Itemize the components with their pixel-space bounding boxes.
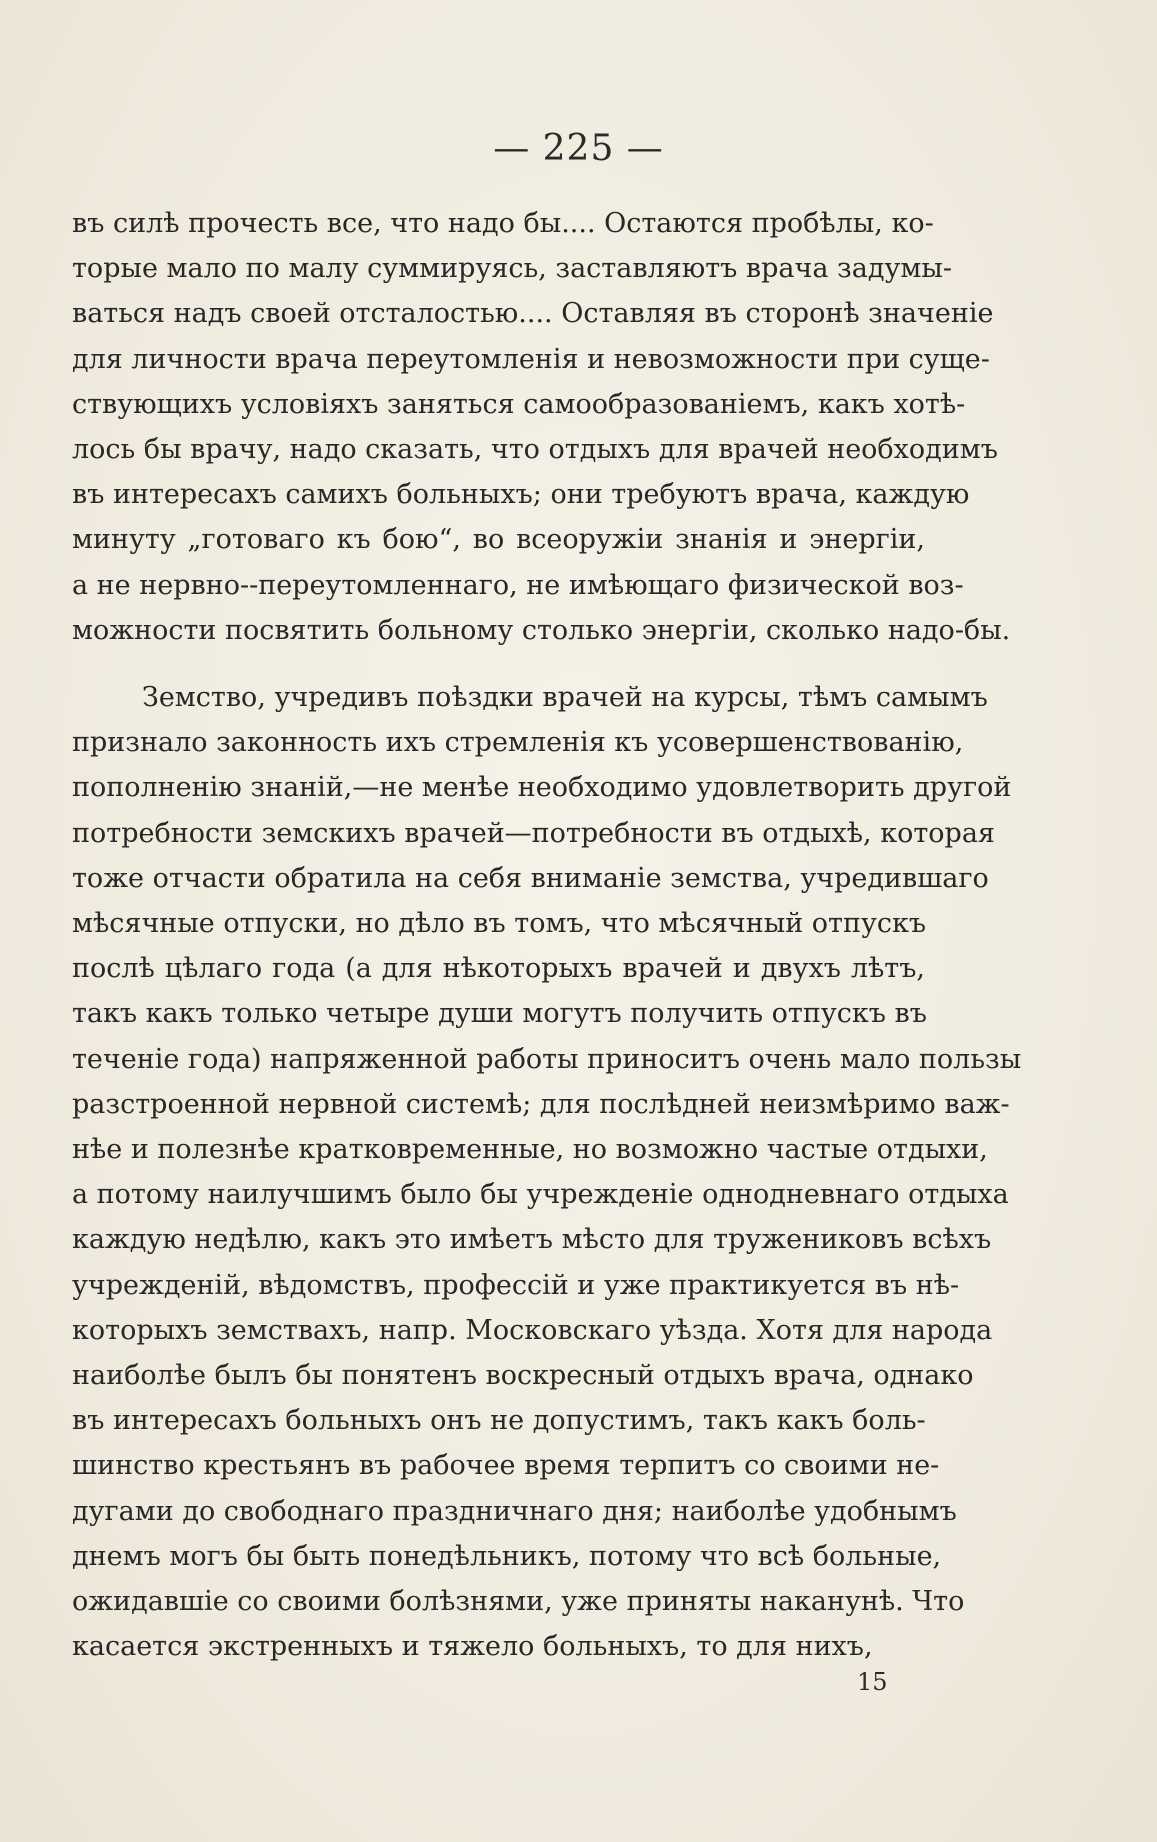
text-line: въ интересахъ больныхъ онъ не допустимъ, такъ какъ боль- [72,1405,926,1437]
text-line: ожидавшіе со своими болѣзнями, уже приняты наканунѣ. Что [72,1586,965,1617]
text-line: въ силѣ прочесть все, что надо бы.... Остаются пробѣлы, ко- [72,208,934,239]
text-line: послѣ цѣлаго года (а для нѣкоторыхъ врачей и двухъ лѣтъ, [72,953,925,985]
page-number: — 225 — [493,128,664,169]
text-line: лось бы врачу, надо сказать, что отдыхъ для врачей необходимъ [72,434,998,465]
text-line: пополненію знаній,—не менѣе необходимо удовлетворить другой [72,772,1012,804]
text-line: а потому наилучшимъ было бы учрежденіе однодневнаго отдыха [72,1179,1009,1211]
text-line: шинство крестьянъ въ рабочее время терпитъ со своими не- [72,1450,940,1482]
text-line: каждую недѣлю, какъ это имѣетъ мѣсто для тружениковъ всѣхъ [72,1224,992,1256]
text-line: тоже отчасти обратила на себя вниманіе земства, учредившаго [72,862,989,894]
text-line: наиболѣе былъ бы понятенъ воскресный отдыхъ врача, однако [72,1360,974,1391]
text-line: въ интересахъ самихъ больныхъ; они требуютъ врача, каждую [72,479,970,511]
text-line: ваться надъ своей отсталостью.... Оставляя въ сторонѣ значеніе [72,298,994,330]
text-line: ствующихъ условіяхъ заняться самообразованіемъ, какъ хотѣ- [72,388,966,420]
text-line: разстроенной нервной системѣ; для послѣдней неизмѣримо важ- [72,1088,1010,1120]
text-line: касается экстренныхъ и тяжело больныхъ, то для нихъ, [72,1631,873,1663]
text-line: можности посвятить больному столько энергіи, сколько надо-бы. [72,614,1011,646]
text-line: такъ какъ только четыре души могутъ получить отпускъ въ [72,998,927,1030]
text-line: а не нервно--переутомленнаго, не имѣющаго физической воз- [72,569,964,601]
text-line: днемъ могъ бы быть понедѣльникъ, потому что всѣ больные, [72,1540,942,1572]
text-line: минуту „готоваго къ бою“, во всеоружіи знанія и энергіи, [72,524,925,556]
text-line: которыхъ земствахъ, напр. Московскаго уѣзда. Хотя для народа [72,1314,993,1346]
text-line: учрежденій, вѣдомствъ, профессій и уже практикуется въ нѣ- [72,1269,960,1301]
text-line: дугами до свободнаго праздничнаго дня; наиболѣе удобнымъ [72,1495,957,1527]
text-line: Земство, учредивъ поѣздки врачей на курсы, тѣмъ самымъ [142,682,988,713]
text-line: для личности врача переутомленія и невозможности при суще- [72,343,990,375]
text-line: мѣсячные отпуски, но дѣло въ томъ, что мѣсячный отпускъ [72,908,927,939]
text-line: признало законность ихъ стремленія къ усовершенствованію, [72,727,964,759]
signature-mark: 15 [857,1668,888,1696]
text-line: нѣе и полезнѣе кратковременные, но возможно частые отдыхи, [72,1134,988,1165]
text-line: потребности земскихъ врачей—потребности въ отдыхѣ, которая [72,817,995,849]
text-line: торые мало по малу суммируясь, заставляютъ врача задумы- [72,253,952,285]
text-line: теченіе года) напряженной работы приноситъ очень мало пользы [72,1043,1022,1075]
